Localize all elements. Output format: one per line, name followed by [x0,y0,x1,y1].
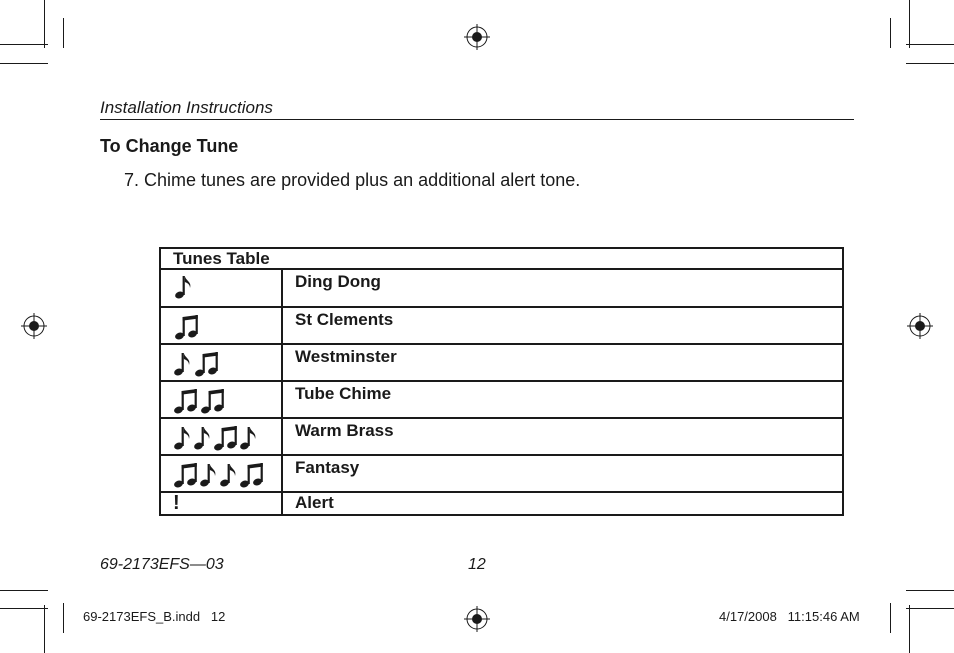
beamed-notes-icon [173,312,203,340]
tunes-table [159,247,844,516]
section-title: To Change Tune [100,136,239,156]
exclamation-icon: ! [173,492,180,514]
tune-name: Fantasy [282,455,843,492]
tune-icon-cell [160,492,282,515]
table-row [160,455,843,492]
running-header: Installation Instructions [100,98,854,120]
table-row [160,344,843,381]
step-text: 7. Chime tunes are provided plus an additional alert tone. [124,170,581,190]
tune-name: Tube Chime [282,381,843,418]
print-slug-timestamp: 4/17/2008 11:15:46 AM [719,609,860,624]
tune-icon-cell [160,269,282,307]
tune-name: Alert [282,492,843,515]
document-code: 69-2173EFS—03 [100,556,224,573]
print-slug-file: 69-2173EFS_B.indd 12 [83,609,226,624]
table-row [160,269,843,307]
table-row [160,492,843,515]
table-title: Tunes Table [160,248,843,269]
tune-icon-cell [160,418,282,455]
table-row [160,418,843,455]
eighth-note-icon [173,274,197,300]
westminster-notes-icon [173,349,223,377]
registration-mark-icon [464,606,490,632]
tune-name: Ding Dong [282,269,843,307]
tune-name: St Clements [282,307,843,344]
registration-mark-icon [464,24,490,50]
table-row [160,381,843,418]
registration-mark-icon [907,313,933,339]
tune-icon-cell [160,344,282,381]
tune-name: Westminster [282,344,843,381]
tune-icon-cell [160,307,282,344]
page-number: 12 [468,556,486,573]
tune-icon-cell [160,381,282,418]
warm-brass-notes-icon [173,423,263,451]
tune-name: Warm Brass [282,418,843,455]
registration-mark-icon [21,313,47,339]
tune-icon-cell [160,455,282,492]
tube-chime-notes-icon [173,386,229,414]
table-row [160,307,843,344]
fantasy-notes-icon [173,460,269,488]
